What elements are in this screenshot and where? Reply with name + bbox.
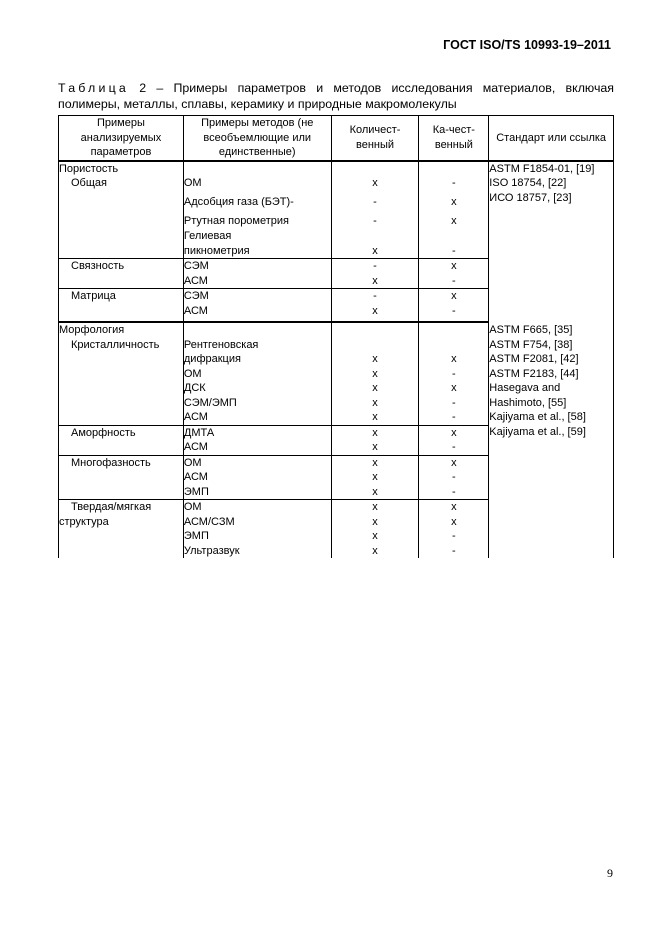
quantitative-cell: - bbox=[331, 214, 419, 229]
method-cell: Адсобция газа (БЭТ)- bbox=[183, 195, 331, 214]
quantitative-cell: x bbox=[331, 176, 419, 195]
method-cell: дифракция bbox=[183, 352, 331, 367]
method-cell: ОМ bbox=[183, 367, 331, 382]
reference-line: ИСО 18757, [23] bbox=[489, 191, 572, 204]
method-cell: АСМ bbox=[183, 410, 331, 425]
header-qualitative: Ка-чест-венный bbox=[419, 116, 489, 161]
reference-line: Kajiyama et al., [58] bbox=[489, 411, 586, 423]
quantitative-cell: - bbox=[331, 195, 419, 214]
qualitative-cell bbox=[419, 229, 489, 244]
standard-references bbox=[489, 161, 614, 324]
reference-line: ISO 18754, [22] bbox=[489, 177, 567, 189]
quantitative-cell: x bbox=[331, 410, 419, 425]
quantitative-cell: x bbox=[331, 544, 419, 559]
table-caption bbox=[58, 80, 614, 112]
qualitative-cell: x bbox=[419, 214, 489, 229]
qualitative-cell: x bbox=[419, 195, 489, 214]
qualitative-cell: x bbox=[419, 352, 489, 367]
reference-line: ASTM F665, [35] bbox=[489, 324, 573, 336]
qualitative-cell bbox=[419, 338, 489, 353]
quantitative-cell: x bbox=[331, 274, 419, 289]
group-title: Морфология bbox=[59, 323, 184, 338]
qualitative-cell: - bbox=[419, 470, 489, 485]
reference-line: ASTM F1854-01, [19] bbox=[489, 162, 595, 175]
qualitative-cell: x bbox=[419, 259, 489, 274]
parameter-name: Твердая/мягкая bbox=[59, 500, 184, 515]
reference-line: ASTM F2183, [44] bbox=[489, 367, 579, 380]
caption-text: 2 – Примеры параметров и методов исследования материалов, включая полимеры, металлы, сплавы, керамику и природные макромолекулы bbox=[58, 81, 614, 111]
parameter-name-continued: структура bbox=[59, 515, 184, 530]
group-title: Пористость bbox=[59, 161, 184, 177]
materials-table bbox=[58, 115, 614, 558]
parameter-name: Связность bbox=[59, 259, 184, 274]
quantitative-cell: - bbox=[331, 289, 419, 304]
qualitative-cell: x bbox=[419, 456, 489, 471]
quantitative-cell: x bbox=[331, 515, 419, 530]
header-parameters: Примеры анализируемых параметров bbox=[59, 116, 184, 161]
qualitative-cell: x bbox=[419, 426, 489, 441]
quantitative-cell: x bbox=[331, 440, 419, 455]
qualitative-cell: - bbox=[419, 244, 489, 259]
caption-label: Таблица bbox=[58, 81, 129, 95]
method-cell: СЭМ/ЭМП bbox=[183, 396, 331, 411]
quantitative-cell: x bbox=[331, 381, 419, 396]
method-cell: АСМ bbox=[183, 470, 331, 485]
method-cell: СЭМ bbox=[183, 259, 331, 274]
qualitative-cell: - bbox=[419, 396, 489, 411]
quantitative-cell: x bbox=[331, 470, 419, 485]
method-cell: ДСК bbox=[183, 381, 331, 396]
reference-line: Hashimoto, [55] bbox=[489, 396, 567, 409]
method-cell: АСМ bbox=[183, 274, 331, 289]
qualitative-cell: - bbox=[419, 367, 489, 382]
method-cell: ДМТА bbox=[183, 426, 331, 441]
header-standard: Стандарт или ссылка bbox=[489, 116, 614, 161]
qualitative-cell: - bbox=[419, 304, 489, 319]
method-cell: ОМ bbox=[183, 176, 331, 195]
quantitative-cell: x bbox=[331, 426, 419, 441]
qualitative-cell: - bbox=[419, 485, 489, 500]
method-cell: АСМ bbox=[183, 440, 331, 455]
table-header-row bbox=[59, 116, 614, 161]
method-cell: Ультразвук bbox=[183, 544, 331, 559]
quantitative-cell: x bbox=[331, 304, 419, 319]
reference-line: Kajiyama et al., [59] bbox=[489, 425, 586, 438]
table-row bbox=[59, 161, 614, 177]
quantitative-cell: x bbox=[331, 456, 419, 471]
method-cell: пикнометрия bbox=[183, 244, 331, 259]
quantitative-cell bbox=[331, 229, 419, 244]
page-number: 9 bbox=[607, 866, 613, 880]
reference-line: ASTM F754, [38] bbox=[489, 338, 573, 351]
qualitative-cell: x bbox=[419, 500, 489, 515]
parameter-name: Кристалличность bbox=[59, 338, 184, 353]
method-cell: СЭМ bbox=[183, 289, 331, 304]
quantitative-cell: x bbox=[331, 529, 419, 544]
method-cell: АСМ/СЗМ bbox=[183, 515, 331, 530]
qualitative-cell: - bbox=[419, 274, 489, 289]
qualitative-cell: - bbox=[419, 410, 489, 425]
quantitative-cell: x bbox=[331, 352, 419, 367]
quantitative-cell: x bbox=[331, 500, 419, 515]
method-cell: Рентгеновская bbox=[183, 338, 331, 353]
method-cell: ЭМП bbox=[183, 485, 331, 500]
quantitative-cell: x bbox=[331, 396, 419, 411]
parameter-name: Матрица bbox=[59, 289, 184, 304]
header-methods: Примеры методов (не всеобъемлющие или единственные) bbox=[183, 116, 331, 161]
quantitative-cell bbox=[331, 338, 419, 353]
standard-references bbox=[489, 323, 614, 558]
qualitative-cell: - bbox=[419, 529, 489, 544]
quantitative-cell: x bbox=[331, 367, 419, 382]
document-code: ГОСТ ISO/TS 10993-19–2011 bbox=[443, 38, 611, 52]
quantitative-cell: x bbox=[331, 244, 419, 259]
method-cell: Ртутная порометрия bbox=[183, 214, 331, 229]
reference-line: Hasegava and bbox=[489, 382, 561, 394]
table-row bbox=[59, 323, 614, 338]
method-cell: ОМ bbox=[183, 500, 331, 515]
header-quantitative: Количест-венный bbox=[331, 116, 419, 161]
quantitative-cell: - bbox=[331, 259, 419, 274]
qualitative-cell: - bbox=[419, 176, 489, 195]
method-cell: АСМ bbox=[183, 304, 331, 319]
quantitative-cell: x bbox=[331, 485, 419, 500]
parameter-name: Общая bbox=[59, 176, 184, 195]
qualitative-cell: x bbox=[419, 381, 489, 396]
reference-line: ASTM F2081, [42] bbox=[489, 353, 579, 365]
parameter-name: Аморфность bbox=[59, 426, 184, 441]
qualitative-cell: x bbox=[419, 515, 489, 530]
qualitative-cell: - bbox=[419, 440, 489, 455]
method-cell: Гелиевая bbox=[183, 229, 331, 244]
method-cell: ОМ bbox=[183, 456, 331, 471]
method-cell: ЭМП bbox=[183, 529, 331, 544]
qualitative-cell: - bbox=[419, 544, 489, 559]
parameter-name: Многофазность bbox=[59, 456, 184, 471]
qualitative-cell: x bbox=[419, 289, 489, 304]
